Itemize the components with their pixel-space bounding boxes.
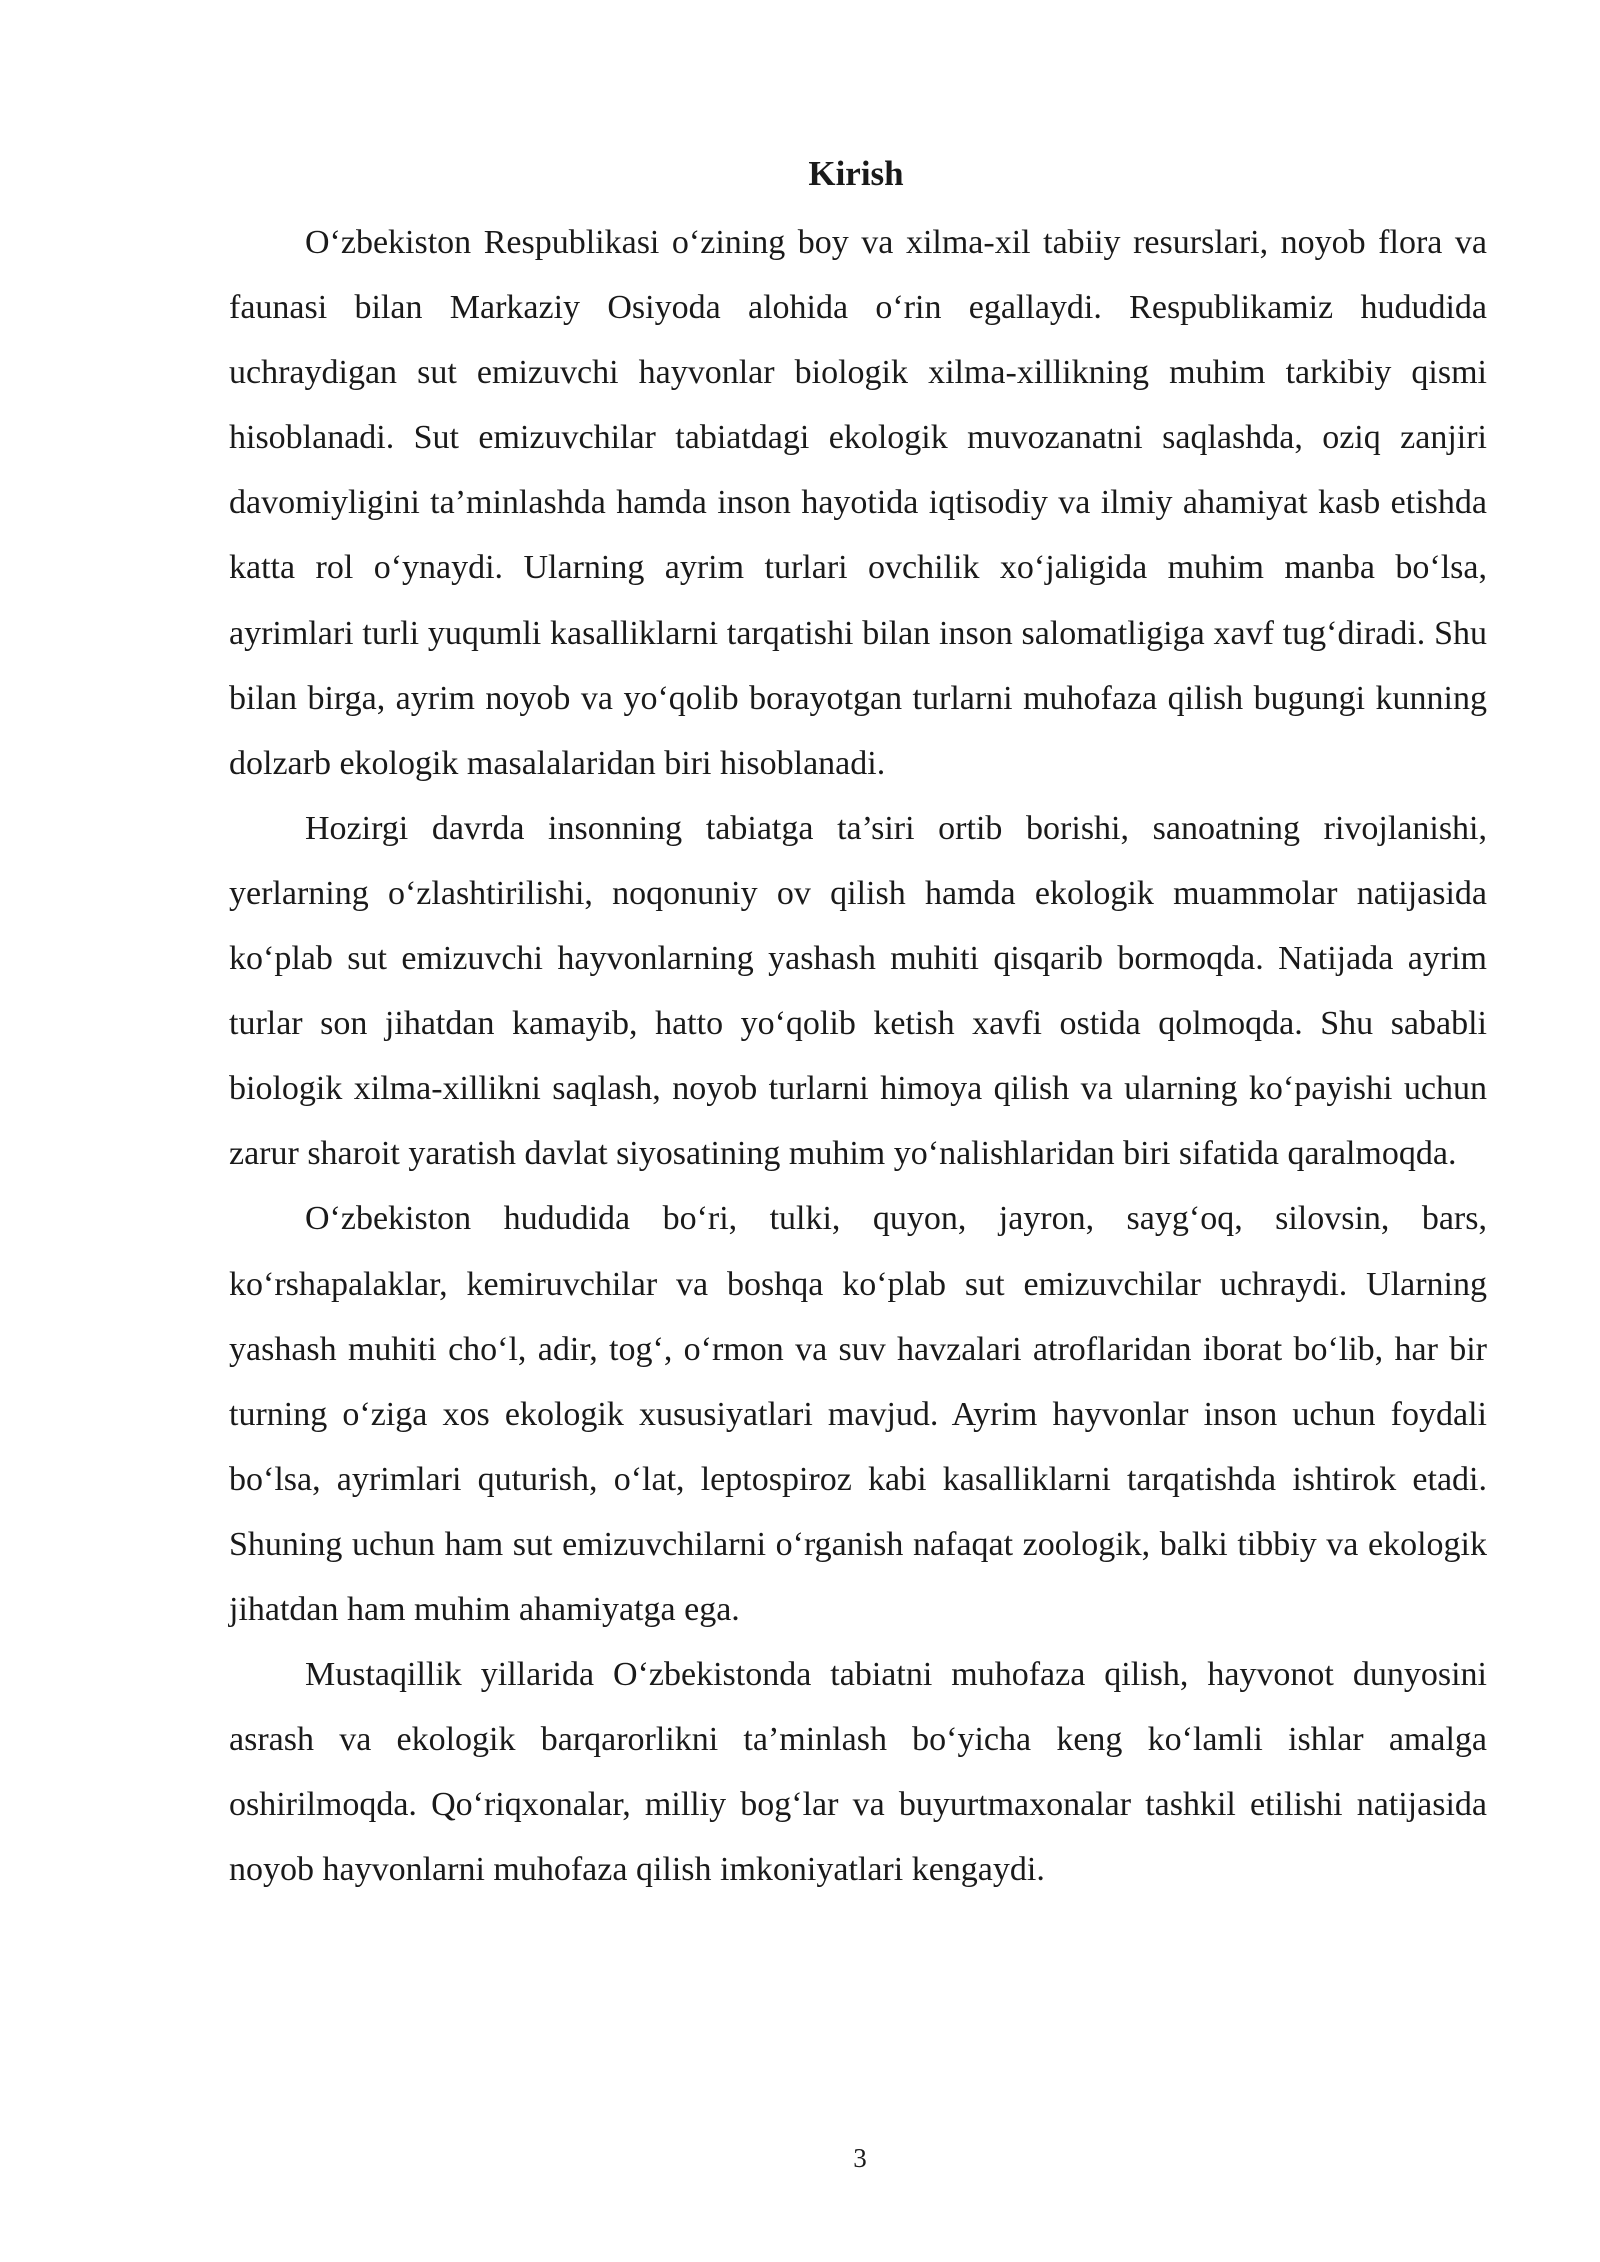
paragraph-1: O‘zbekiston Respublikasi o‘zining boy va xilma-xil tabiiy resurslari, noyob flora va faunasi bilan Markaziy Osiyoda alohida o‘rin egallaydi. Respublikamiz hududida uchraydigan sut emizuvchi hayvonlar biologik xilma-xillikning muhim tarkibiy qismi hisoblanadi. Sut emizuvchilar tabiatdagi ekologik muvozanatni saqlashda, oziq zanjiri davomiyligini ta’minlashda hamda inson hayotida iqtisodiy va ilmiy ahamiyat kasb etishda katta rol o‘ynaydi. Ularning ayrim turlari ovchilik xo‘jaligida muhim manba bo‘lsa, ayrimlari turli yuqumli kasalliklarni tarqatishi bilan inson salomatligiga xavf tug‘diradi. Shu bilan birga, ayrim noyob va yo‘qolib borayotgan turlarni muhofaza qilish bugungi kunning dolzarb ekologik masalalaridan biri hisoblanadi. — [229, 224, 1487, 782]
paragraph-4: Mustaqillik yillarida O‘zbekistonda tabiatni muhofaza qilish, hayvonot dunyosini asrash va ekologik barqarorlikni ta’minlash bo‘yicha keng ko‘lamli ishlar amalga oshirilmoqda. Qo‘riqxonalar, milliy bog‘lar va buyurtmaxonalar tashkil etilishi natijasida noyob hayvonlarni muhofaza qilish imkoniyatlari kengaydi. — [229, 1656, 1487, 1889]
document-body — [229, 210, 1487, 1902]
page-number: 3 — [853, 2143, 867, 2173]
paragraph-2: Hozirgi davrda insonning tabiatga ta’siri ortib borishi, sanoatning rivojlanishi, yerlarning o‘zlashtirilishi, noqonuniy ov qilish hamda ekologik muammolar natijasida ko‘plab sut emizuvchi hayvonlarning yashash muhiti qisqarib bormoqda. Natijada ayrim turlar son jihatdan kamayib, hatto yo‘qolib ketish xavfi ostida qolmoqda. Shu sababli biologik xilma-xillikni saqlash, noyob turlarni himoya qilish va ularning ko‘payishi uchun zarur sharoit yaratish davlat siyosatining muhim yo‘nalishlaridan biri sifatida qaralmoqda. — [229, 809, 1487, 1173]
section-heading: Kirish — [808, 154, 904, 193]
paragraph-3: O‘zbekiston hududida bo‘ri, tulki, quyon, jayron, sayg‘oq, silovsin, bars, ko‘rshapalaklar, kemiruvchilar va boshqa ko‘plab sut emizuvchilar uchraydi. Ularning yashash muhiti cho‘l, adir, tog‘, o‘rmon va suv havzalari atroflaridan iborat bo‘lib, har bir turning o‘ziga xos ekologik xususiyatlari mavjud. Ayrim hayvonlar inson uchun foydali bo‘lsa, ayrimlari quturish, o‘lat, leptospiroz kabi kasalliklarni tarqatishda ishtirok etadi. Shuning uchun ham sut emizuvchilarni o‘rganish nafaqat zoologik, balki tibbiy va ekologik jihatdan ham muhim ahamiyatga ega. — [229, 1200, 1487, 1628]
